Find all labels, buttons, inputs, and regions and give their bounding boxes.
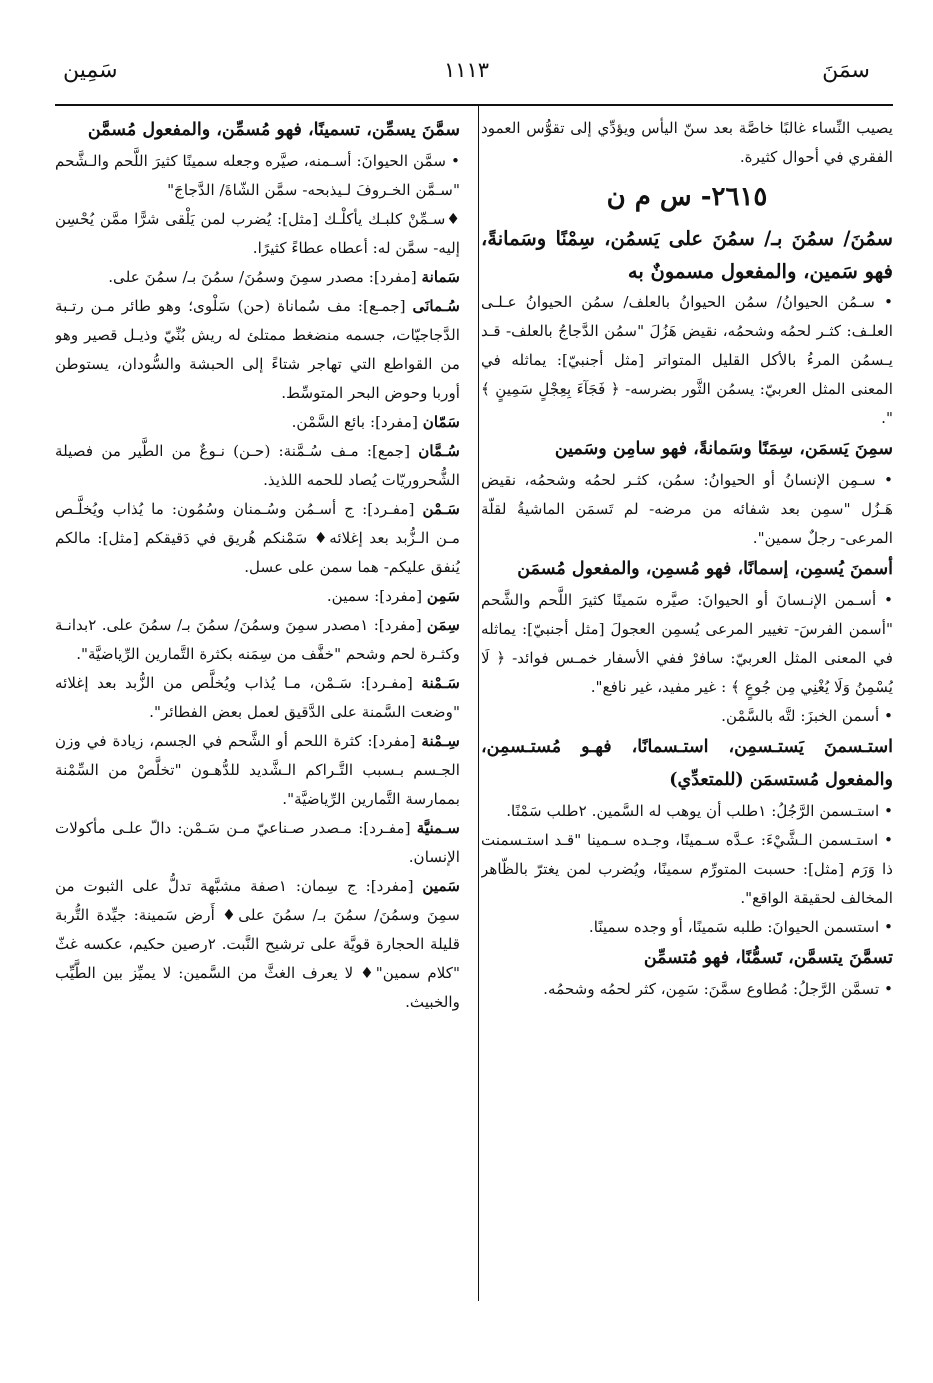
entry-text: [مفرد]: ١مصدر سمِنَ وسمُنَ/ سمُنَ بـ/ سمُنَ على. ٢بدانـة وكثـرة لحم وشحم "خفَّف من سِمَنه بكثرة التَّمارين الرِّياضيَّة". [55, 616, 460, 663]
entry-text: [مفـرد]: سَـمْن، مـا يُذاب ويُخلَّص من الزُّبد بعد إغلائه "وضعت السَّمنة على الدَّقيق لعمل بعض الفطائر". [55, 674, 460, 721]
entry-headword: سِـمْنة [421, 732, 460, 750]
definition: ♦سـمِّنْ كلبـك يأكلْـك [مثل]: يُضرب لمن يَلْقى شرًّا ممَّن يُحْسِن إليه- سمَّن له: أعطاه عطاءً كثيرًا. [55, 210, 460, 257]
entry [55, 408, 460, 437]
entry [55, 611, 460, 669]
page-number: ١١١٣ [443, 58, 490, 82]
headword: أسمنَ يُسمِن، إسمانًا، فهو مُسمِن، والمفعول مُسمَن [517, 559, 893, 579]
definition: • استـسمن الـشَّيْءَ: عـدَّه سـمينًا، وجـده سـمينا "قـد استـسمنت ذا وَرَم [مثل]: حسبت المتورِّم سمينًا، ويُضرب لمن يغترّ بالظّاهر المخالف لحقيقة الواقع". [481, 826, 893, 913]
definition: • استسمن الحيوانَ: طلبه سَمينًا، أو وجده سمينًا. [481, 913, 893, 942]
entry-text: [مفرد]: كثرة اللحم أو الشَّحم في الجسم، زيادة في وزن الجـسم بـسبب التَّـراكم الـشَّديد للدُّهـون "تخلَّصْ من السِّمْنة بممارسة التَّمارين الرِّياضيَّة". [55, 732, 460, 808]
entry-headword: سَمين [422, 877, 460, 895]
headword: سمَّنَ يسمِّن، تسمينًا، فهو مُسمِّن، والمفعول مُسمَّن [87, 120, 460, 140]
entry-text: [مفرد]: ج سِمان: ١صفة مشبَّهة تدلُّ على الثبوت من سمِنَ وسمُنَ/ سمُنَ بـ/ سمُنَ على♦ أَرض سَمينة: جيِّدة التُّربة قليلة الحجارة قويَّة على ترشيح النَّبت. ٢رصين حكيم، عكسه غثّ "كلام سمين"♦ لا يعرف الغثَّ من السَّمين: لا يميِّز بين الطَّيِّب والخبيث. [55, 877, 460, 1011]
definition: • تسمَّن الرَّجلُ: مُطاوع سمَّنَ: سَمِن، كثر لحمُه وشحمُه. [481, 975, 893, 1004]
entry [55, 669, 460, 727]
definition: • استـسمن الرَّجُلُ: ١طلب أن يوهب له السَّمين. ٢طلب سَمْنًا. [481, 797, 893, 826]
definition: • سمَّن الحيوانَ: أسـمنه، صيَّره وجعله سمينًا كثيرَ اللَّحم والـشَّحم "سـمَّن الخـروفَ لـيذبحه- سمَّن الشّاةَ/ الدَّجاجَ" [55, 147, 460, 205]
entry [55, 582, 460, 611]
header-left-word: سَمِين [63, 58, 118, 83]
entry-headword: سَمّان [422, 413, 460, 431]
entry [55, 292, 460, 408]
header-rule [55, 104, 893, 106]
entry-text: [جمع]: مـف سُـمَّنة: (حـن) نـوعٌ من الطَّير من فصيلة الشُّحروريّات يُصاد للحمه اللذيذ. [55, 442, 460, 489]
definition: • أسمن الخبزَ: لتَّه بالسَّمْن. [481, 702, 893, 731]
entry [55, 872, 460, 1017]
definition: • سـمِن الإنسانُ أو الحيوانُ: سمُن، كثـر لحمُه وشحمُه، نقيض هَـزُل "سمِن بعد شفائه من مرضه- لم تَسمَن الماشيةُ لقلّة المرعى- رجلٌ سمين". [481, 466, 893, 553]
entry-text: [مفـرد]: مـصدر صـناعيّ مـن سَـمْن: دالّ علـى مأكولات الإنسان. [55, 819, 460, 866]
intro-text: يصيب النِّساء غالبًا خاصَّة بعد سنّ اليأس ويؤدِّي إلى تقوُّس العمود الفقري في أحوال كثيرة. [481, 119, 893, 166]
page-header [55, 58, 878, 98]
entry-text: [مفرد]: سمين. [326, 587, 427, 605]
right-column [481, 114, 893, 1004]
definition: • سـمُن الحيوانُ/ سمُن الحيوانُ بالعلف/ سمُن الحيوانُ عـلـى العلـف: كثـر لحمُه وشحمُه، نقيض هَزُلَ "سمُن الدَّجاجُ بالعلف- قـد يـسمُن المرءُ بالأكل القليل المتواتر [مثل أجنبيّ]: يماثله في المعنى المثل العربيّ: يسمُن الثَّور بضرسه- ﴿ فَجَآءَ بِعِجْلٍ سَمِينٍ ﴾ ". [481, 288, 893, 433]
entry-headword: سَمانة [421, 268, 460, 286]
entry [55, 495, 460, 582]
entry [55, 437, 460, 495]
entry [55, 263, 460, 292]
headword: سمِنَ يَسمَن، سِمَنًا وسَمانةً، فهو سامِن وسَمين [554, 439, 893, 459]
entry-headword: سُـمانَى [412, 297, 460, 315]
entry [55, 814, 460, 872]
entry-text: [مفرد]: مصدر سمِنَ وسمُنَ/ سمُنَ بـ/ سمُنَ على. [108, 268, 422, 286]
entry-text: [مفرد]: بائع السَّمْن. [291, 413, 423, 431]
headword: تسمَّنَ يتسمَّن، تَسمُّنًا، فهو مُتسمِّن [643, 948, 893, 968]
headword: سمُنَ/ سمُنَ بـ/ سمُنَ على يَسمُن، سِمْنًا وسَمانةً، فهو سَمين، والمفعول مسمونٌ به [481, 227, 893, 283]
entry-headword: سـمنيَّة [416, 819, 460, 837]
definition: • أسـمن الإنـسانَ أو الحيوانَ: صيَّره سَمينًا كثيرَ اللَّحم والشَّحم "أسمن الفرسَ- تغيير المرعى يُسمِن العجولَ [مثل أجنبيّ]: يماثله في المعنى المثل العربيّ: سافرْ ففي الأسفار خمـس فوائد- ﴿ لَا يُسْمِنُ وَلَا يُغْنِي مِن جُوعٍ ﴾ : غير مفيد، غير نافع". [481, 586, 893, 702]
entry-headword: سَـمْن [422, 500, 460, 518]
entry-headword: سَـمْنة [421, 674, 460, 692]
column-divider [478, 106, 479, 1301]
entry-title: ٢٦١٥- س م ن [606, 182, 768, 212]
entry-headword: سُـمَّان [418, 442, 460, 460]
header-right-word: سمَنَ [822, 58, 870, 83]
entry [55, 727, 460, 814]
left-column [55, 114, 460, 1017]
entry-headword: سَمِن [426, 587, 460, 605]
entry-text: [جمـع]: مف سُماناة (حن) سَلْوى؛ وهو طائر مـن رتـبة الدَّجاجيّات، جسمه منضغط ممتلئ له ريش بُنِّيّ وذيـل قصير وهو من القواطع التي تهاجر شتاءً إلى الحبشة والسُّودان، يستوطن أوربا وحوض البحر المتوسِّط. [55, 297, 460, 402]
headword: استـسمنَ يَستـسمِن، استـسمانًا، فهـو مُستـسمِن، والمفعول مُستسمَن (للمتعدِّي) [481, 737, 893, 790]
entry-text: [مفـرد]: ج أسـمُن وسُـمنان وسُمُون: ما يُذاب ويُخلَّـص مـن الـزُّبد بعد إغلائه♦ سَمْنكم هُريق في دَقيقكم [مثل]: مالكم يُنفق عليكم- هما سمن على عسل. [55, 500, 460, 576]
entry-headword: سِمَن [426, 616, 460, 634]
